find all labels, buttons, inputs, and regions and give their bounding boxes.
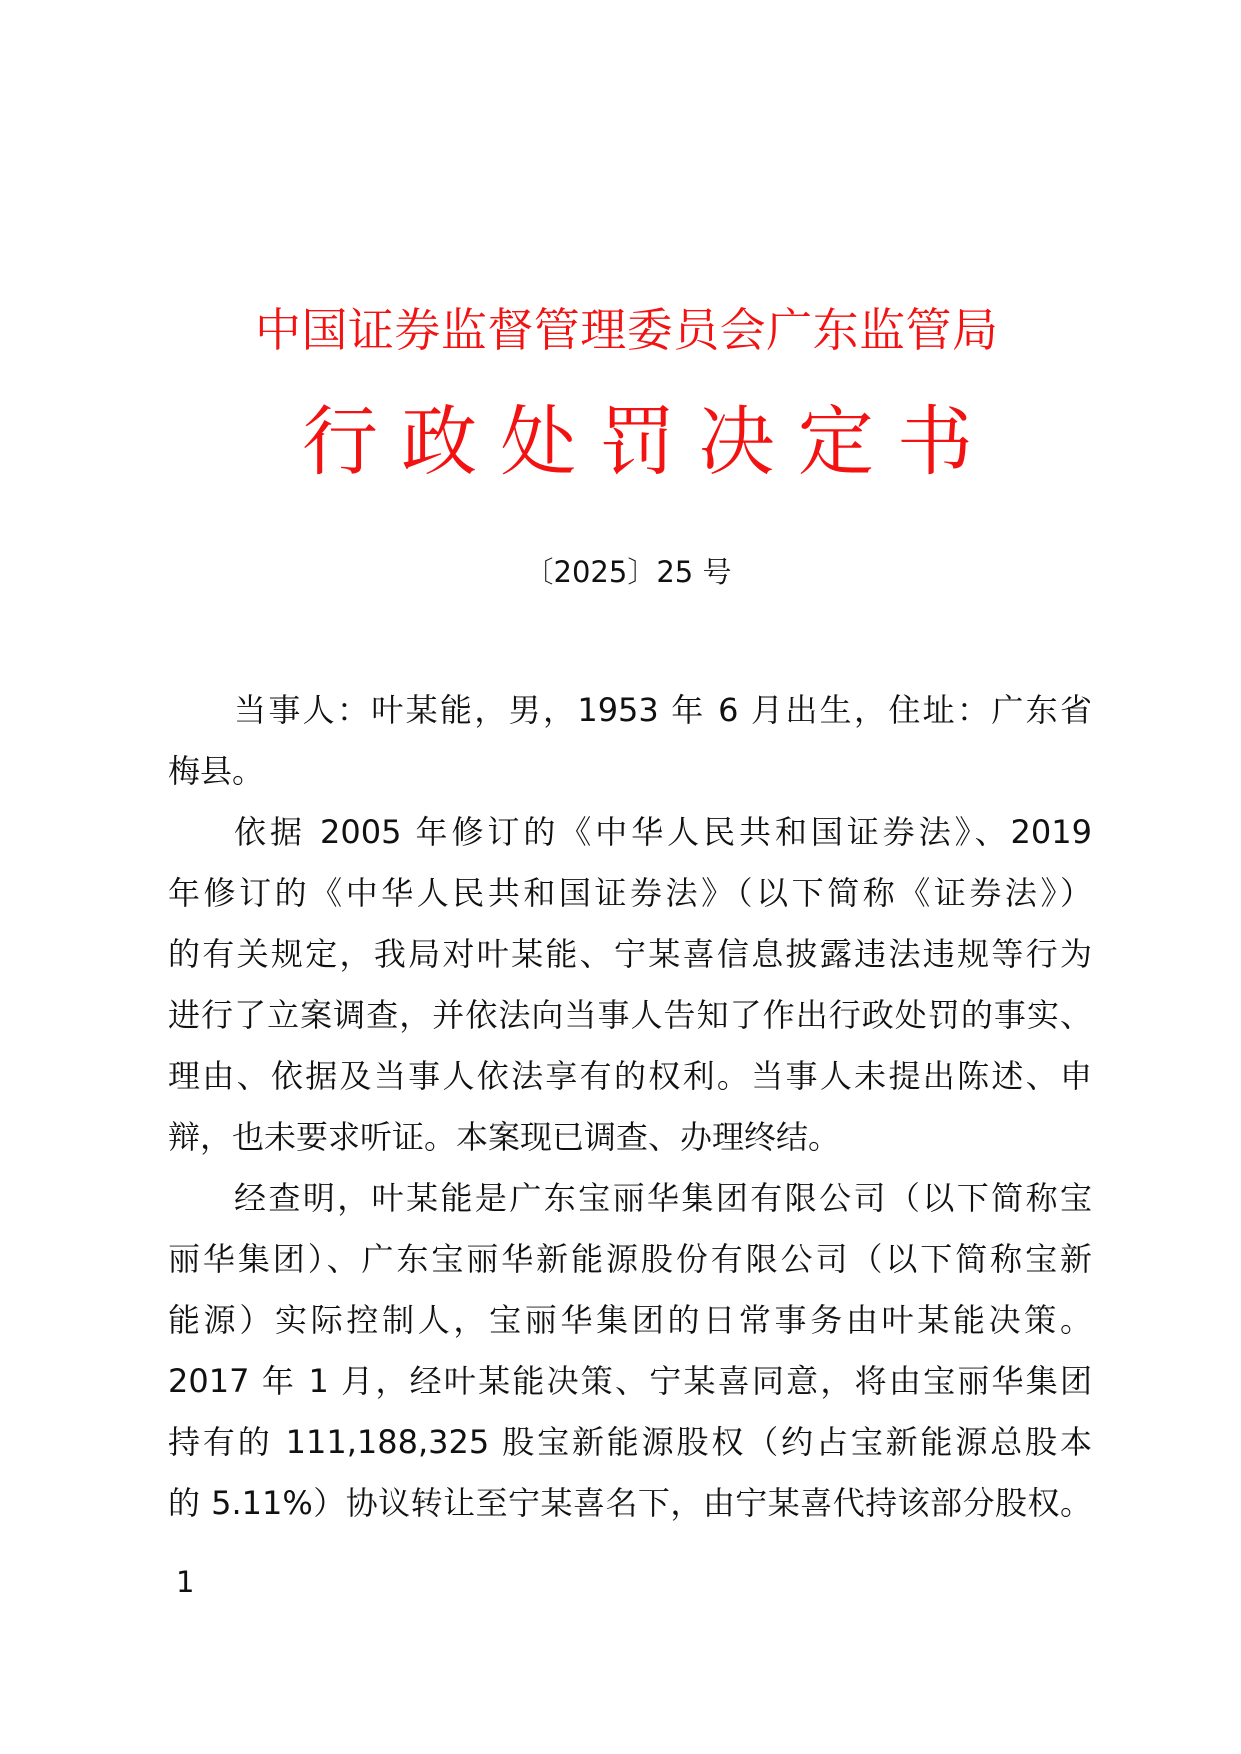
text-line: 梅县。 <box>168 752 265 790</box>
text-line: 持有的 111,188,325 股宝新能源股权（约占宝新能源总股本 <box>168 1423 1092 1461</box>
text-line: 的有关规定，我局对叶某能、宁某喜信息披露违法违规等行为 <box>168 935 1092 973</box>
text-line: 年修订的《中华人民共和国证券法》（以下简称《证券法》） <box>168 874 1092 912</box>
document-title: 行政处罚决定书 <box>302 397 973 486</box>
page-number: 1 <box>176 1565 195 1599</box>
text-line: 经查明，叶某能是广东宝丽华集团有限公司（以下简称宝 <box>234 1179 1092 1217</box>
document-body <box>168 680 1092 1534</box>
paragraph-legal-basis <box>168 802 1092 1168</box>
text-line: 的 5.11%）协议转让至宁某喜名下，由宁某喜代持该部分股权。 <box>168 1484 1092 1522</box>
text-line: 依据 2005 年修订的《中华人民共和国证券法》、2019 <box>234 813 1092 851</box>
issuer-title: 中国证券监督管理委员会广东监管局 <box>255 303 998 357</box>
text-line: 丽华集团）、广东宝丽华新能源股份有限公司（以下简称宝新 <box>168 1240 1092 1278</box>
paragraph-findings <box>168 1168 1092 1534</box>
text-line: 进行了立案调查，并依法向当事人告知了作出行政处罚的事实、 <box>168 996 1092 1034</box>
document-number: 〔2025〕25 号 <box>524 555 732 589</box>
text-line: 能源）实际控制人，宝丽华集团的日常事务由叶某能决策。 <box>168 1301 1092 1339</box>
text-line: 辩，也未要求听证。本案现已调查、办理终结。 <box>168 1118 841 1156</box>
paragraph-party <box>168 680 1092 802</box>
text-line: 2017 年 1 月，经叶某能决策、宁某喜同意，将由宝丽华集团 <box>168 1362 1092 1400</box>
text-line: 理由、依据及当事人依法享有的权利。当事人未提出陈述、申 <box>168 1057 1092 1095</box>
text-line: 当事人：叶某能，男，1953 年 6 月出生，住址：广东省 <box>234 691 1092 729</box>
